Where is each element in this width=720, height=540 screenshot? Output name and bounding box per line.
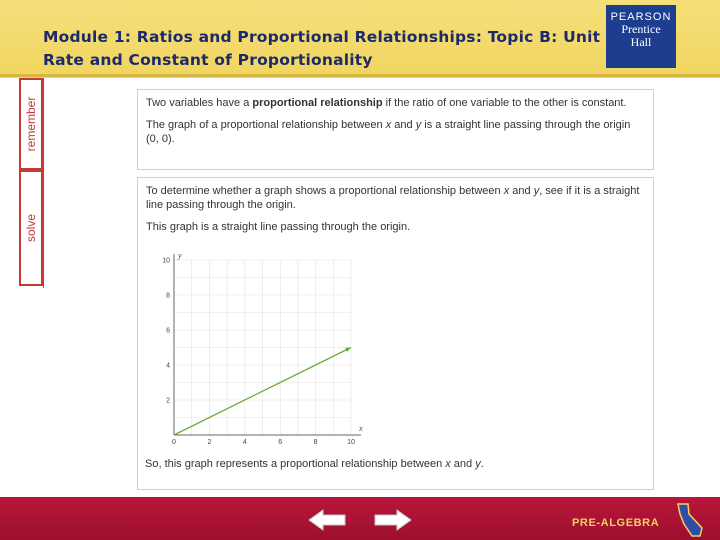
text-segment: and xyxy=(450,458,476,470)
y-tick-label: 10 xyxy=(162,257,170,265)
next-arrow-button[interactable] xyxy=(373,508,413,532)
remember-paragraph-2 xyxy=(146,118,645,146)
next-arrow-icon xyxy=(375,510,411,530)
remember-box xyxy=(137,89,654,170)
text-segment: To determine whether a graph shows a proportional relationship between xyxy=(146,185,504,197)
text-segment: is a straight line passing through the origin (0, 0). xyxy=(146,119,631,145)
variable-y: y xyxy=(533,185,540,197)
logo-line-2: Hall xyxy=(630,35,652,49)
variable-y: y xyxy=(415,119,422,131)
solve-paragraph-2: This graph is a straight line passing through the origin. xyxy=(146,221,411,233)
header-underline xyxy=(0,74,720,77)
text-segment: , see if it is a straight line passing through the origin. xyxy=(146,185,640,211)
x-axis-label: x xyxy=(359,424,363,433)
y-tick-label: 4 xyxy=(166,362,170,370)
page-title: Module 1: Ratios and Proportional Relationships: Topic B: Unit Rate and Constant of Proportionality xyxy=(43,28,601,69)
back-arrow-icon xyxy=(309,510,345,530)
variable-y: y xyxy=(475,458,481,470)
tab-solve[interactable] xyxy=(19,170,43,286)
text-segment: and xyxy=(391,119,416,131)
solve-paragraph-1 xyxy=(146,184,645,212)
tab-solve-label: solve xyxy=(24,213,38,243)
california-state-icon xyxy=(670,500,710,540)
text-segment: and xyxy=(509,185,534,197)
variable-x: x xyxy=(385,119,392,131)
y-tick-label: 6 xyxy=(166,327,170,335)
logo-line-1: Prentice xyxy=(621,22,661,36)
x-tick-label: 2 xyxy=(207,439,212,446)
text-segment: if the ratio of one variable to the other is constant. xyxy=(382,97,627,109)
course-label: PRE-ALGEBRA xyxy=(572,517,660,529)
y-tick-label: 2 xyxy=(166,397,170,405)
solve-conclusion xyxy=(137,455,654,475)
back-arrow-button[interactable] xyxy=(307,508,347,532)
text-segment: So, this graph represents a proportional relationship between xyxy=(145,458,446,470)
x-tick-label: 8 xyxy=(313,439,318,446)
remember-paragraph-1 xyxy=(146,96,645,110)
tab-remember[interactable] xyxy=(19,78,43,170)
x-tick-label: 10 xyxy=(347,439,355,446)
text-segment: Two variables have a xyxy=(146,97,253,109)
proportional-graph xyxy=(160,245,370,450)
text-segment: . xyxy=(480,458,484,470)
x-tick-label: 6 xyxy=(278,439,283,446)
x-tick-label: 0 xyxy=(172,439,176,446)
x-tick-label: 4 xyxy=(242,439,247,446)
tab-remember-label: remember xyxy=(24,96,38,152)
text-segment: The graph of a proportional relationship between xyxy=(146,119,386,131)
pearson-logo xyxy=(606,5,676,68)
variable-x: x xyxy=(445,458,451,470)
variable-x: x xyxy=(503,185,510,197)
logo-brand: PEARSON xyxy=(610,11,672,23)
side-divider xyxy=(43,78,44,288)
y-tick-label: 8 xyxy=(166,292,170,300)
term-proportional-relationship: proportional relationship xyxy=(252,97,383,109)
y-axis-label: y xyxy=(178,251,182,260)
